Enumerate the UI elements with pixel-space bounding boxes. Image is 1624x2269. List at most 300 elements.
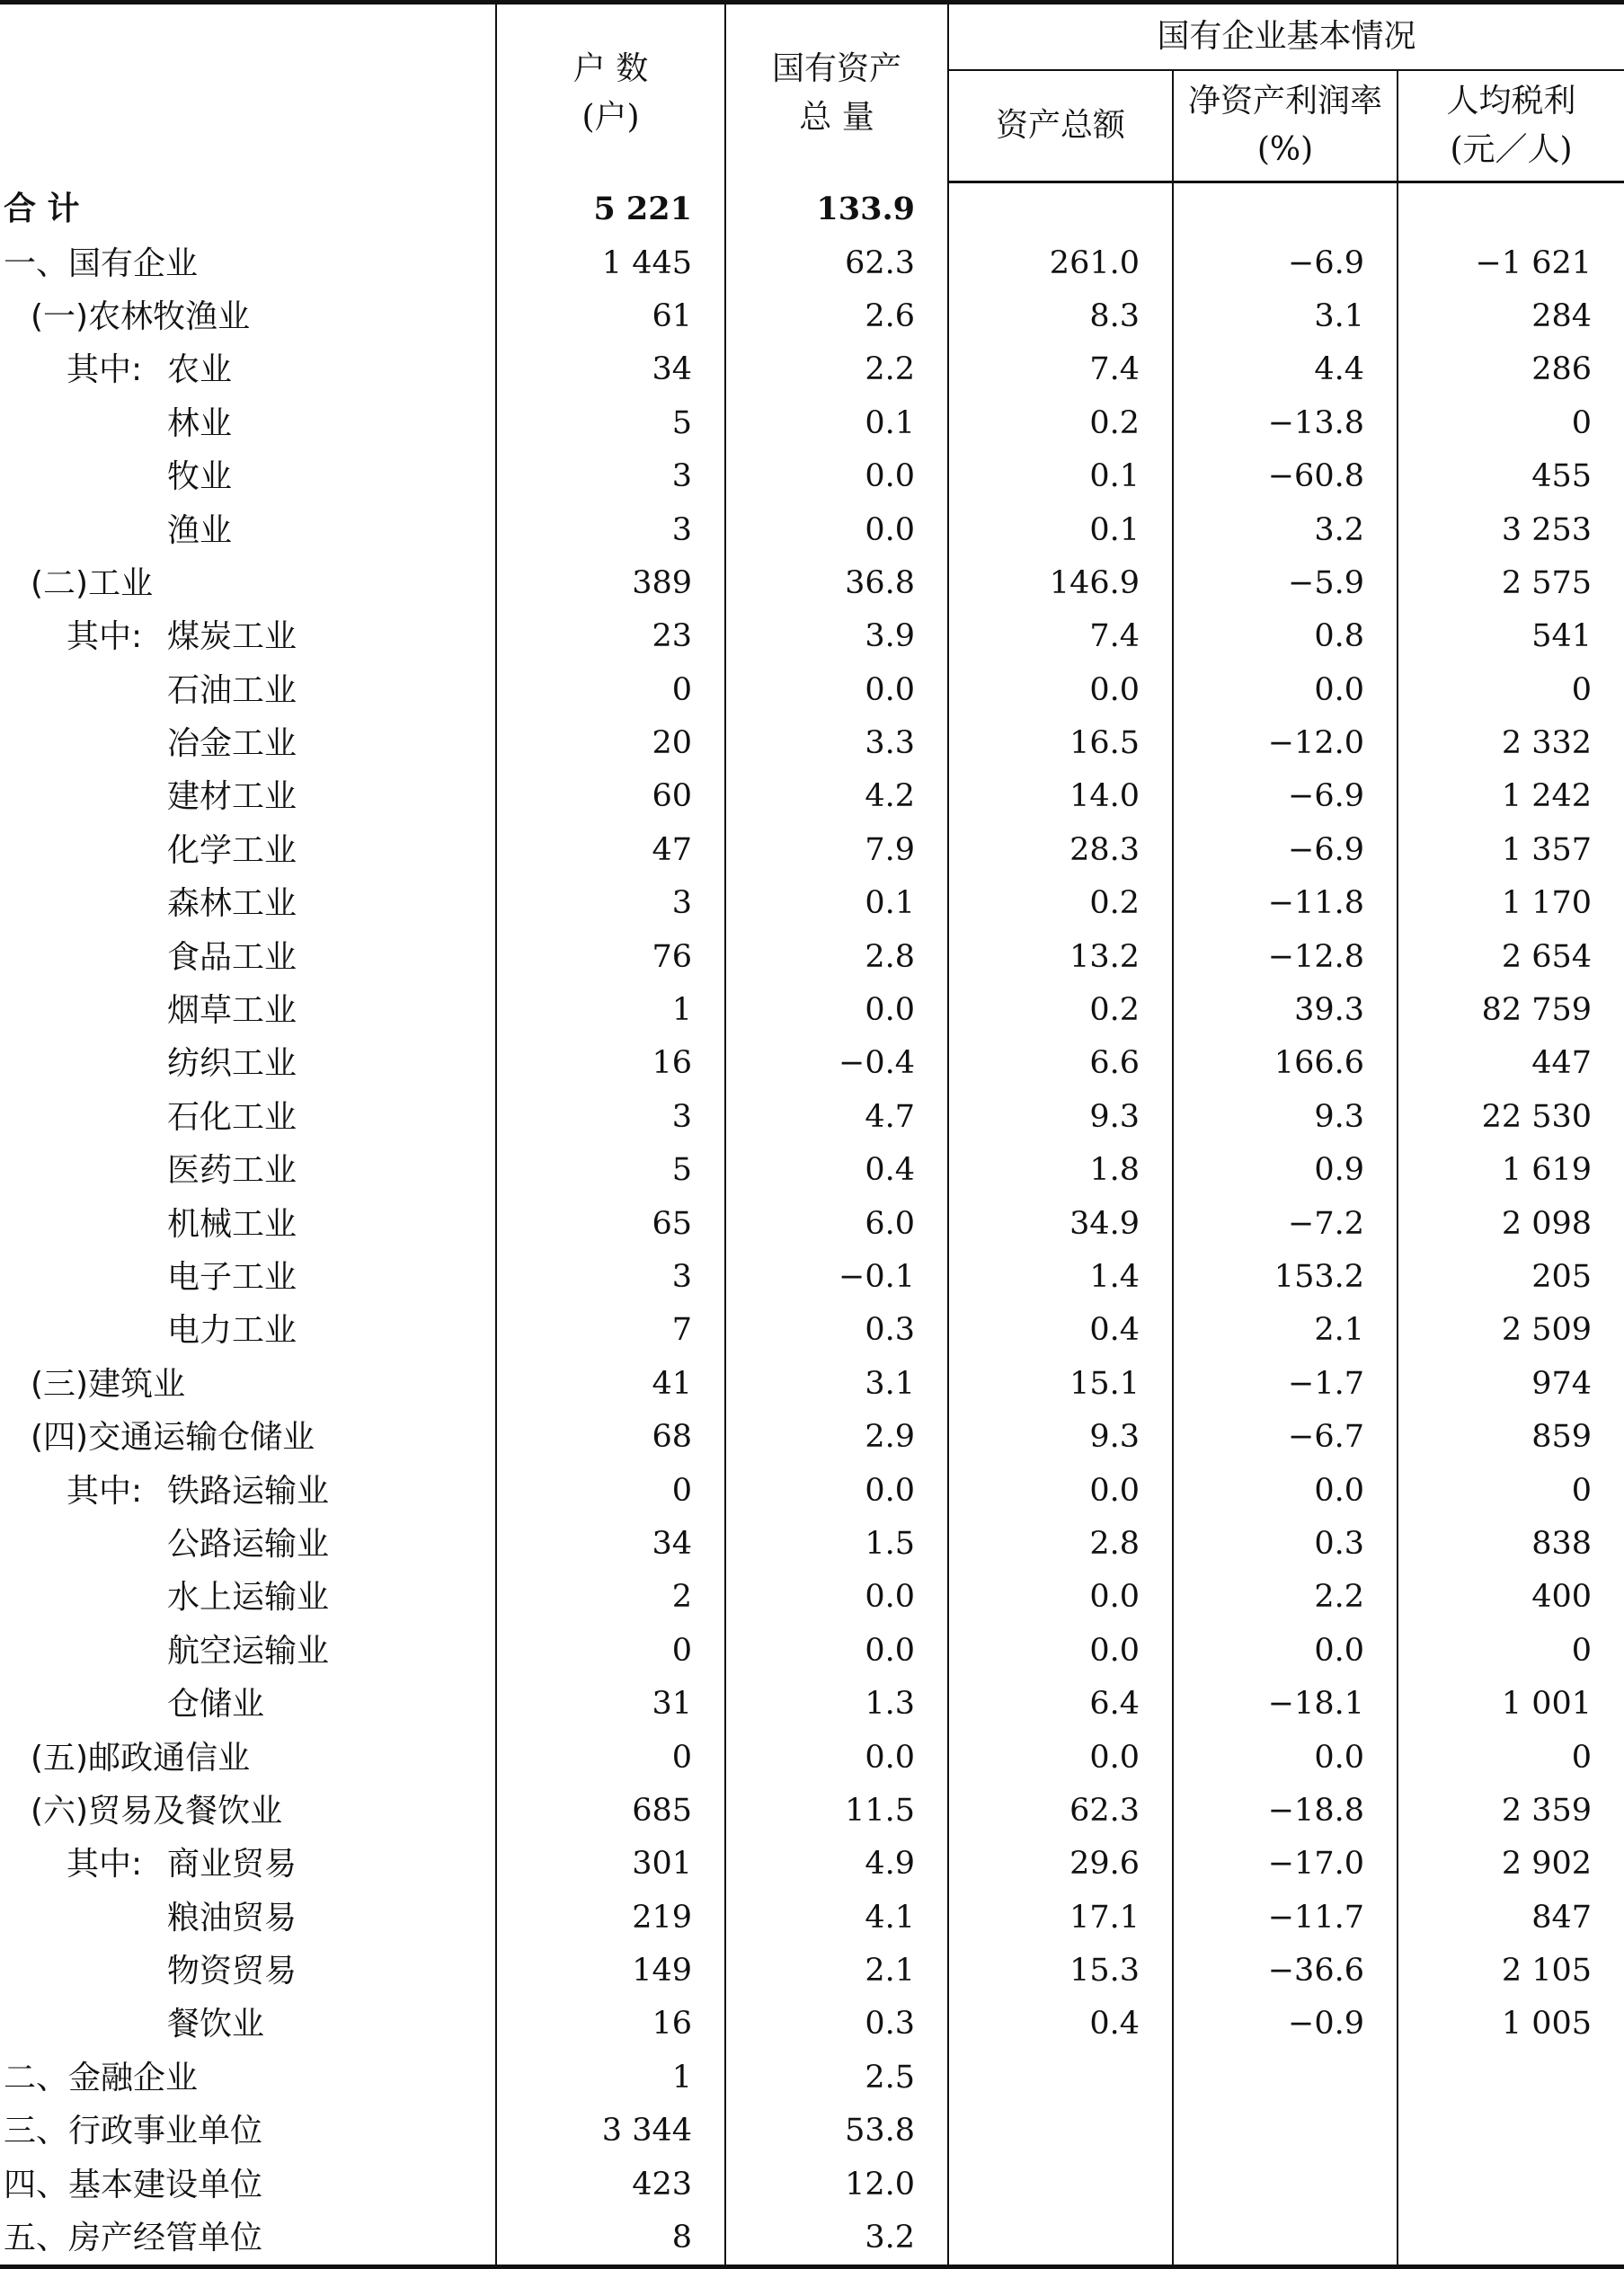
cell-roe: 0.9 [1173, 1144, 1398, 1197]
cell-roe: 0.0 [1173, 1625, 1398, 1678]
table-row [0, 1785, 1624, 1838]
cell-roe: 0.3 [1173, 1518, 1398, 1571]
row-name: 渔业 [167, 511, 233, 549]
cell-total: 0.0 [948, 664, 1173, 717]
tax-unit: (元／人) [1450, 131, 1573, 168]
table-row [0, 182, 1624, 237]
cell-count: 5 [496, 1144, 725, 1197]
cell-tax: 2 575 [1398, 557, 1624, 610]
cell-roe [1173, 2105, 1398, 2158]
table-row [0, 450, 1624, 503]
cell-count: 423 [496, 2158, 725, 2211]
cell-tax: 0 [1398, 1625, 1624, 1678]
cell-roe: 0.0 [1173, 1464, 1398, 1517]
cell-assets: 11.5 [725, 1785, 948, 1838]
cell-total: 1.4 [948, 1251, 1173, 1304]
cell-tax: 0 [1398, 397, 1624, 450]
row-label [0, 1571, 496, 1624]
cell-count: 23 [496, 610, 725, 663]
row-label [0, 1144, 496, 1197]
cell-count: 31 [496, 1678, 725, 1731]
table-row [0, 984, 1624, 1037]
row-name: 牧业 [167, 458, 233, 496]
cell-count: 389 [496, 557, 725, 610]
count-header [496, 3, 725, 182]
cell-total: 9.3 [948, 1411, 1173, 1464]
cell-total: 8.3 [948, 290, 1173, 343]
cell-count: 2 [496, 1571, 725, 1624]
row-prefix: 其中: [67, 1472, 143, 1510]
cell-roe: 2.1 [1173, 1304, 1398, 1357]
cell-total: 0.0 [948, 1625, 1173, 1678]
row-label [0, 1518, 496, 1571]
row-label [0, 824, 496, 877]
table-row [0, 1304, 1624, 1357]
table-row [0, 343, 1624, 396]
cell-roe: 4.4 [1173, 343, 1398, 396]
cell-total: 0.1 [948, 503, 1173, 556]
cell-count: 5 221 [496, 182, 725, 237]
row-label [0, 664, 496, 717]
table-row [0, 664, 1624, 717]
cell-tax: 2 359 [1398, 1785, 1624, 1838]
cell-assets: 0.0 [725, 450, 948, 503]
cell-total: 34.9 [948, 1197, 1173, 1250]
cell-tax: 2 098 [1398, 1197, 1624, 1250]
row-name: (四)交通运输仓储业 [31, 1419, 315, 1457]
cell-tax: 205 [1398, 1251, 1624, 1304]
table-row [0, 2105, 1624, 2158]
cell-roe: 39.3 [1173, 984, 1398, 1037]
cell-roe: −11.8 [1173, 877, 1398, 930]
cell-count: 1 [496, 984, 725, 1037]
row-label [0, 1998, 496, 2051]
cell-count: 34 [496, 343, 725, 396]
cell-roe [1173, 2211, 1398, 2267]
row-label [0, 2158, 496, 2211]
row-prefix: 其中: [67, 351, 143, 389]
row-name: 一、国有企业 [4, 244, 199, 282]
row-label [0, 1091, 496, 1144]
cell-assets: 3.1 [725, 1358, 948, 1411]
row-name: (五)邮政通信业 [31, 1739, 251, 1777]
row-label [0, 1464, 496, 1517]
cell-count: 3 [496, 450, 725, 503]
cell-assets: 0.0 [725, 1464, 948, 1517]
cell-total [948, 2052, 1173, 2105]
row-label [0, 1838, 496, 1891]
asset-header [725, 3, 948, 182]
row-name: 医药工业 [167, 1152, 297, 1190]
table-row [0, 236, 1624, 289]
cell-roe: −1.7 [1173, 1358, 1398, 1411]
cell-total [948, 2105, 1173, 2158]
cell-total: 7.4 [948, 610, 1173, 663]
cell-tax [1398, 2158, 1624, 2211]
cell-count: 0 [496, 1731, 725, 1784]
row-label [0, 1892, 496, 1945]
cell-assets: 3.3 [725, 717, 948, 770]
roe-unit: (%) [1256, 131, 1314, 168]
cell-roe [1173, 2158, 1398, 2211]
cell-total: 13.2 [948, 930, 1173, 983]
cell-assets: 1.5 [725, 1518, 948, 1571]
cell-assets: 133.9 [725, 182, 948, 237]
row-label [0, 1197, 496, 1250]
row-name: 铁路运输业 [167, 1472, 330, 1510]
table-row [0, 717, 1624, 770]
cell-tax: 286 [1398, 343, 1624, 396]
total-assets-header: 资产总额 [948, 70, 1173, 182]
cell-assets: 12.0 [725, 2158, 948, 2211]
cell-roe: −6.7 [1173, 1411, 1398, 1464]
cell-tax: 0 [1398, 1464, 1624, 1517]
cell-tax: 1 170 [1398, 877, 1624, 930]
row-label [0, 610, 496, 663]
table-row [0, 1144, 1624, 1197]
cell-roe: −13.8 [1173, 397, 1398, 450]
row-name: 烟草工业 [167, 992, 297, 1030]
table-row [0, 930, 1624, 983]
cell-assets: 2.5 [725, 2052, 948, 2105]
cell-roe: −7.2 [1173, 1197, 1398, 1250]
row-label [0, 343, 496, 396]
cell-total: 0.2 [948, 984, 1173, 1037]
cell-assets: 0.0 [725, 1731, 948, 1784]
cell-assets: 0.3 [725, 1304, 948, 1357]
row-label [0, 450, 496, 503]
row-label [0, 503, 496, 556]
row-label [0, 397, 496, 450]
cell-count: 61 [496, 290, 725, 343]
cell-tax: 447 [1398, 1037, 1624, 1090]
cell-assets: 4.9 [725, 1838, 948, 1891]
cell-total: 0.4 [948, 1998, 1173, 2051]
cell-assets: 3.2 [725, 2211, 948, 2267]
cell-tax: 838 [1398, 1518, 1624, 1571]
cell-count: 7 [496, 1304, 725, 1357]
cell-total: 2.8 [948, 1518, 1173, 1571]
cell-total: 0.0 [948, 1571, 1173, 1624]
cell-tax: 1 357 [1398, 824, 1624, 877]
row-name: 商业贸易 [167, 1846, 297, 1883]
cell-total: 15.3 [948, 1945, 1173, 1998]
cell-tax: 1 242 [1398, 770, 1624, 823]
cell-tax: 2 654 [1398, 930, 1624, 983]
cell-assets: 2.6 [725, 290, 948, 343]
cell-roe: −12.0 [1173, 717, 1398, 770]
cell-count: 301 [496, 1838, 725, 1891]
row-name: (二)工业 [31, 564, 154, 602]
cell-count: 60 [496, 770, 725, 823]
cell-tax: 859 [1398, 1411, 1624, 1464]
table-row [0, 1838, 1624, 1891]
cell-tax: 2 332 [1398, 717, 1624, 770]
cell-roe: −6.9 [1173, 236, 1398, 289]
cell-roe: 2.2 [1173, 1571, 1398, 1624]
cell-roe: 3.1 [1173, 290, 1398, 343]
cell-total: 62.3 [948, 1785, 1173, 1838]
cell-total: 0.4 [948, 1304, 1173, 1357]
cell-roe [1173, 2052, 1398, 2105]
table-row [0, 1625, 1624, 1678]
cell-assets: 0.0 [725, 1625, 948, 1678]
cell-total: 7.4 [948, 343, 1173, 396]
row-name: 航空运输业 [167, 1632, 330, 1670]
cell-total: 28.3 [948, 824, 1173, 877]
cell-tax [1398, 2052, 1624, 2105]
cell-tax: 2 105 [1398, 1945, 1624, 1998]
cell-count: 3 [496, 1091, 725, 1144]
cell-tax: 455 [1398, 450, 1624, 503]
cell-roe: −6.9 [1173, 824, 1398, 877]
row-name: 水上运输业 [167, 1579, 330, 1617]
cell-tax: 1 005 [1398, 1998, 1624, 2051]
cell-tax: 82 759 [1398, 984, 1624, 1037]
row-name: 食品工业 [167, 938, 297, 976]
row-name: 森林工业 [167, 885, 297, 923]
cell-tax: 974 [1398, 1358, 1624, 1411]
cell-assets: 2.2 [725, 343, 948, 396]
cell-count: 685 [496, 1785, 725, 1838]
cell-total: 0.2 [948, 877, 1173, 930]
cell-tax: 284 [1398, 290, 1624, 343]
table-body [0, 182, 1624, 2267]
cell-total: 14.0 [948, 770, 1173, 823]
table-row [0, 503, 1624, 556]
cell-count: 5 [496, 397, 725, 450]
cell-count: 34 [496, 1518, 725, 1571]
row-name: 粮油贸易 [167, 1899, 297, 1937]
row-label [0, 1785, 496, 1838]
cell-roe: −5.9 [1173, 557, 1398, 610]
cell-assets: 0.0 [725, 984, 948, 1037]
table-row [0, 1731, 1624, 1784]
count-unit: (户) [581, 98, 640, 136]
table-row [0, 2158, 1624, 2211]
row-name: 电力工业 [167, 1312, 297, 1350]
table-row [0, 610, 1624, 663]
table-row [0, 1892, 1624, 1945]
cell-assets: 2.8 [725, 930, 948, 983]
row-name: 石化工业 [167, 1098, 297, 1136]
row-label [0, 930, 496, 983]
table-row [0, 1091, 1624, 1144]
cell-assets: 36.8 [725, 557, 948, 610]
cell-total: 6.6 [948, 1037, 1173, 1090]
table-row [0, 1945, 1624, 1998]
cell-roe: −11.7 [1173, 1892, 1398, 1945]
cell-roe: −36.6 [1173, 1945, 1398, 1998]
cell-assets: 0.0 [725, 664, 948, 717]
cell-total [948, 2211, 1173, 2267]
cell-roe: 153.2 [1173, 1251, 1398, 1304]
cell-total: 0.0 [948, 1464, 1173, 1517]
cell-count: 76 [496, 930, 725, 983]
table-header [0, 3, 1624, 182]
cell-roe: −6.9 [1173, 770, 1398, 823]
row-name: 建材工业 [167, 778, 297, 816]
row-label [0, 182, 496, 237]
table-row [0, 1518, 1624, 1571]
row-label [0, 1358, 496, 1411]
table-row [0, 557, 1624, 610]
row-label [0, 2105, 496, 2158]
cell-count: 219 [496, 1892, 725, 1945]
cell-total: 146.9 [948, 557, 1173, 610]
cell-total: 0.0 [948, 1731, 1173, 1784]
cell-total: 261.0 [948, 236, 1173, 289]
row-prefix: 其中: [67, 618, 143, 656]
row-name: (三)建筑业 [31, 1365, 186, 1403]
row-name: 农业 [167, 351, 233, 389]
cell-count: 20 [496, 717, 725, 770]
row-label [0, 236, 496, 289]
table-row [0, 1251, 1624, 1304]
cell-roe: −0.9 [1173, 1998, 1398, 2051]
row-label [0, 877, 496, 930]
row-label [0, 1251, 496, 1304]
cell-tax [1398, 2105, 1624, 2158]
row-name: 冶金工业 [167, 725, 297, 763]
tax-header [1398, 70, 1624, 182]
cell-count: 41 [496, 1358, 725, 1411]
row-name: 二、金融企业 [4, 2059, 199, 2096]
cell-assets: 53.8 [725, 2105, 948, 2158]
table-row [0, 824, 1624, 877]
cell-count: 16 [496, 1037, 725, 1090]
cell-count: 3 [496, 503, 725, 556]
cell-assets: −0.1 [725, 1251, 948, 1304]
table-row [0, 1571, 1624, 1624]
cell-count: 149 [496, 1945, 725, 1998]
cell-total: 0.1 [948, 450, 1173, 503]
row-label [0, 984, 496, 1037]
row-label [0, 557, 496, 610]
row-label [0, 2211, 496, 2267]
cell-assets: 0.1 [725, 877, 948, 930]
cell-tax: 2 902 [1398, 1838, 1624, 1891]
cell-assets: 4.2 [725, 770, 948, 823]
row-name: 机械工业 [167, 1205, 297, 1243]
cell-tax: 847 [1398, 1892, 1624, 1945]
cell-total: 0.2 [948, 397, 1173, 450]
row-name: 公路运输业 [167, 1525, 330, 1563]
cell-count: 68 [496, 1411, 725, 1464]
cell-count: 0 [496, 664, 725, 717]
cell-assets: 0.1 [725, 397, 948, 450]
cell-count: 3 [496, 877, 725, 930]
row-label [0, 1037, 496, 1090]
cell-count: 16 [496, 1998, 725, 2051]
cell-count: 8 [496, 2211, 725, 2267]
cell-tax: 1 619 [1398, 1144, 1624, 1197]
table-row [0, 2052, 1624, 2105]
row-name: 石油工业 [167, 671, 297, 709]
cell-assets: 4.7 [725, 1091, 948, 1144]
count-label: 户 数 [572, 49, 649, 87]
table-row [0, 397, 1624, 450]
cell-tax: 1 001 [1398, 1678, 1624, 1731]
cell-total: 29.6 [948, 1838, 1173, 1891]
cell-roe: 0.0 [1173, 664, 1398, 717]
cell-roe: 0.8 [1173, 610, 1398, 663]
cell-tax: 2 509 [1398, 1304, 1624, 1357]
row-label [0, 1678, 496, 1731]
row-name: 三、行政事业单位 [4, 2113, 263, 2150]
row-name: (一)农林牧渔业 [31, 297, 251, 335]
cell-total [948, 182, 1173, 237]
cell-count: 1 445 [496, 236, 725, 289]
table-row [0, 290, 1624, 343]
cell-total: 1.8 [948, 1144, 1173, 1197]
row-label [0, 1411, 496, 1464]
row-name: 化学工业 [167, 831, 297, 869]
row-label [0, 717, 496, 770]
row-label [0, 1731, 496, 1784]
cell-roe: 0.0 [1173, 1731, 1398, 1784]
cell-tax: 541 [1398, 610, 1624, 663]
cell-roe: 9.3 [1173, 1091, 1398, 1144]
cell-assets: 2.1 [725, 1945, 948, 1998]
table-row [0, 1037, 1624, 1090]
cell-count: 0 [496, 1625, 725, 1678]
cell-tax: 400 [1398, 1571, 1624, 1624]
row-label [0, 2052, 496, 2105]
cell-total: 17.1 [948, 1892, 1173, 1945]
row-label [0, 1945, 496, 1998]
asset-label-2: 总 量 [799, 98, 874, 136]
cell-tax [1398, 2211, 1624, 2267]
cell-tax [1398, 182, 1624, 237]
cell-count: 3 [496, 1251, 725, 1304]
cell-assets: 0.3 [725, 1998, 948, 2051]
row-label [0, 1625, 496, 1678]
cell-assets: 4.1 [725, 1892, 948, 1945]
cell-assets: −0.4 [725, 1037, 948, 1090]
cell-roe: −17.0 [1173, 1838, 1398, 1891]
row-name: 煤炭工业 [167, 618, 297, 656]
cell-roe: 166.6 [1173, 1037, 1398, 1090]
cell-count: 65 [496, 1197, 725, 1250]
cell-tax: 3 253 [1398, 503, 1624, 556]
row-name: 林业 [167, 404, 233, 442]
cell-count: 47 [496, 824, 725, 877]
cell-roe: −18.8 [1173, 1785, 1398, 1838]
table-row [0, 1464, 1624, 1517]
cell-total: 6.4 [948, 1678, 1173, 1731]
roe-header [1173, 70, 1398, 182]
cell-assets: 62.3 [725, 236, 948, 289]
cell-total: 15.1 [948, 1358, 1173, 1411]
tax-label: 人均税利 [1446, 83, 1576, 120]
row-name: 电子工业 [167, 1259, 297, 1296]
cell-assets: 1.3 [725, 1678, 948, 1731]
cell-assets: 0.0 [725, 1571, 948, 1624]
soe-group-header: 国有企业基本情况 [948, 3, 1624, 71]
table-row [0, 1678, 1624, 1731]
cell-roe: −18.1 [1173, 1678, 1398, 1731]
row-prefix: 其中: [67, 1846, 143, 1883]
cell-tax: 0 [1398, 1731, 1624, 1784]
table-row [0, 1998, 1624, 2051]
cell-assets: 6.0 [725, 1197, 948, 1250]
row-label [0, 290, 496, 343]
row-name: 五、房产经管单位 [4, 2220, 263, 2257]
cell-assets: 0.0 [725, 503, 948, 556]
table-row [0, 1358, 1624, 1411]
cell-assets: 2.9 [725, 1411, 948, 1464]
